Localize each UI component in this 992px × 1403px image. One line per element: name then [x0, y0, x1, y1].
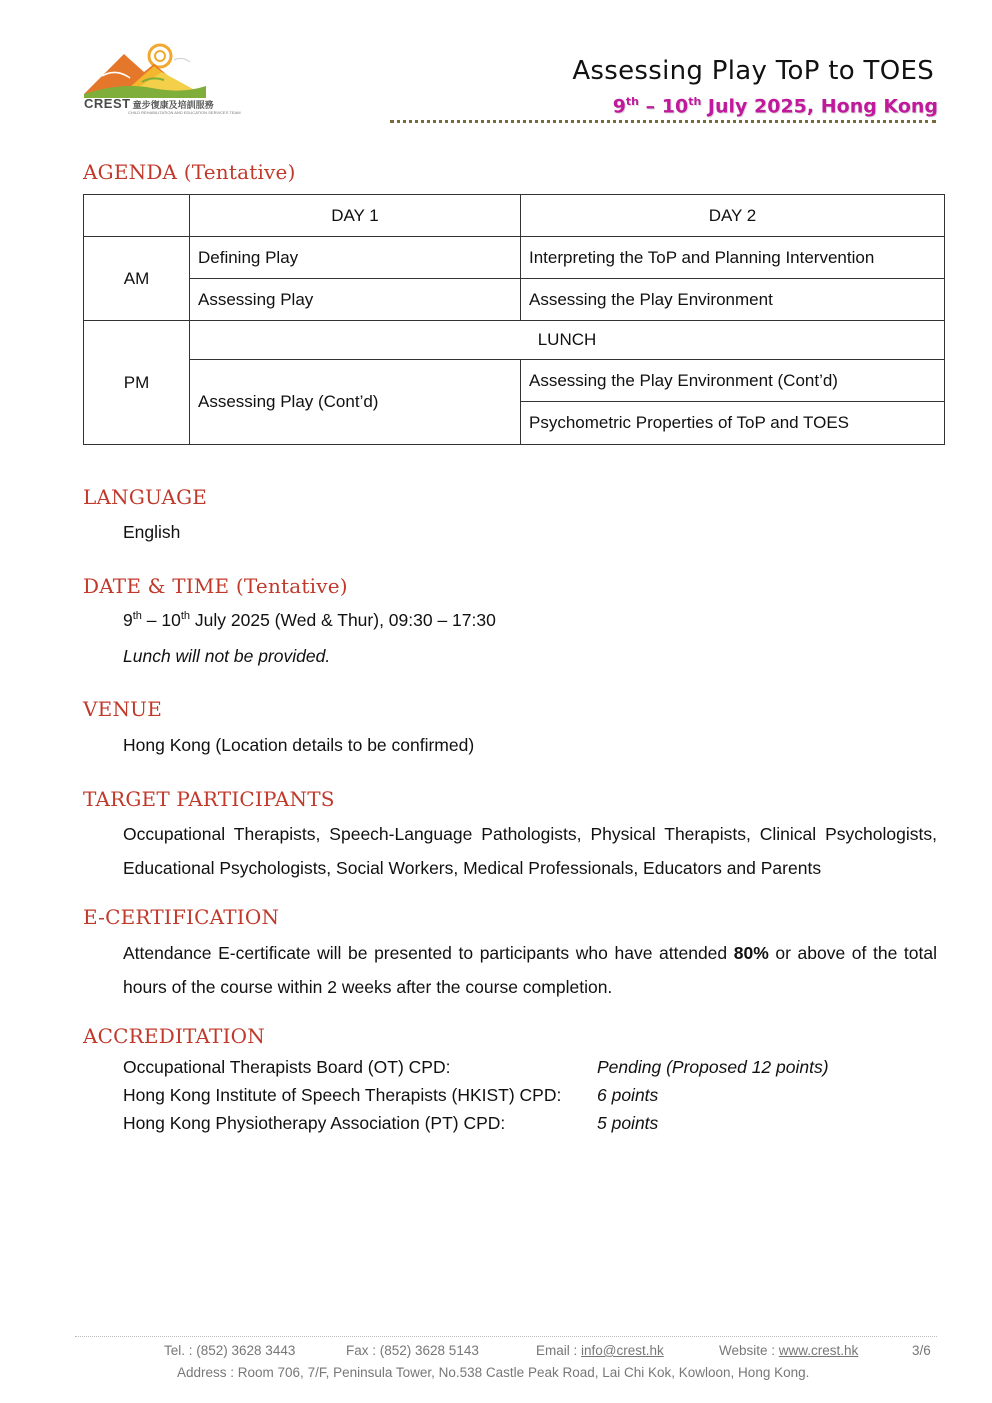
- footer-fax: Fax : (852) 3628 5143: [346, 1343, 479, 1358]
- footer-page-number: 3/6: [912, 1343, 931, 1358]
- agenda-pm-day2-item: Psychometric Properties of ToP and TOES: [520, 401, 945, 445]
- language-heading: LANGUAGE: [83, 485, 208, 509]
- agenda-am-label: AM: [83, 236, 190, 321]
- datetime-value: 9th – 10th July 2025 (Wed & Thur), 09:30 – 17:30: [123, 610, 496, 630]
- accreditation-item-label: Hong Kong Physiotherapy Association (PT) CPD:: [123, 1113, 506, 1133]
- language-value: English: [123, 522, 181, 542]
- logo-subtitle: CHILD REHABILITATION AND EDUCATION SERVICES TEAM: [128, 110, 241, 115]
- footer-email-link[interactable]: info@crest.hk: [581, 1343, 664, 1358]
- agenda-lunch-row: LUNCH: [189, 320, 945, 360]
- certification-attendance-threshold: 80%: [733, 943, 769, 963]
- accreditation-item-label: Occupational Therapists Board (OT) CPD:: [123, 1057, 451, 1077]
- agenda-corner-cell: [83, 194, 190, 237]
- document-title: Assessing Play ToP to TOES: [572, 56, 934, 86]
- agenda-am-day1-item: Defining Play: [189, 236, 521, 279]
- accreditation-item-value: 6 points: [597, 1085, 659, 1105]
- agenda-heading: AGENDA (Tentative): [83, 160, 296, 184]
- document-date: 9th – 10th July 2025, Hong Kong: [612, 95, 938, 118]
- agenda-am-day2-item: Assessing the Play Environment: [520, 278, 945, 321]
- datetime-note: Lunch will not be provided.: [123, 646, 331, 666]
- footer-divider: [75, 1336, 937, 1337]
- agenda-day2-header: DAY 2: [520, 194, 945, 237]
- venue-heading: VENUE: [83, 697, 162, 721]
- logo-chinese-text: 童步復康及培訓服務: [132, 100, 214, 110]
- certification-heading: E-CERTIFICATION: [83, 905, 280, 929]
- agenda-pm-day2-item: Assessing the Play Environment (Cont’d): [520, 359, 945, 402]
- footer-website: Website : www.crest.hk: [719, 1343, 859, 1358]
- footer-email: Email : info@crest.hk: [536, 1343, 664, 1358]
- header-dotted-divider: [390, 120, 936, 123]
- accreditation-heading: ACCREDITATION: [83, 1024, 265, 1048]
- participants-text: Occupational Therapists, Speech-Language Pathologists, Physical Therapists, Clinical Psychologists, Educational Psychologists, Social Workers, Medical Professionals, Educators and Parents: [123, 824, 937, 878]
- agenda-am-day2-item: Interpreting the ToP and Planning Intervention: [520, 236, 945, 279]
- agenda-day1-header: DAY 1: [189, 194, 521, 237]
- certification-text: Attendance E-certificate will be presented to participants who have attended 80% or above of the total hours of the course within 2 weeks after the course completion.: [123, 943, 937, 997]
- participants-heading: TARGET PARTICIPANTS: [83, 787, 335, 811]
- footer-tel: Tel. : (852) 3628 3443: [164, 1343, 296, 1358]
- logo-text: CREST 童步復康及培訓服務: [84, 96, 214, 111]
- accreditation-item-value: Pending (Proposed 12 points): [597, 1057, 829, 1077]
- agenda-pm-day1-item: Assessing Play (Cont’d): [189, 359, 521, 445]
- footer-website-link[interactable]: www.crest.hk: [778, 1343, 859, 1358]
- venue-value: Hong Kong (Location details to be confirmed): [123, 735, 475, 755]
- accreditation-item-label: Hong Kong Institute of Speech Therapists (HKIST) CPD:: [123, 1085, 562, 1105]
- footer-address: Address : Room 706, 7/F, Peninsula Tower, No.538 Castle Peak Road, Lai Chi Kok, Kowloon, Hong Kong.: [177, 1365, 810, 1380]
- datetime-heading: DATE & TIME (Tentative): [83, 574, 348, 598]
- accreditation-item-value: 5 points: [597, 1113, 659, 1133]
- agenda-am-day1-item: Assessing Play: [189, 278, 521, 321]
- agenda-pm-label: PM: [83, 320, 190, 445]
- agenda-table: [83, 194, 945, 445]
